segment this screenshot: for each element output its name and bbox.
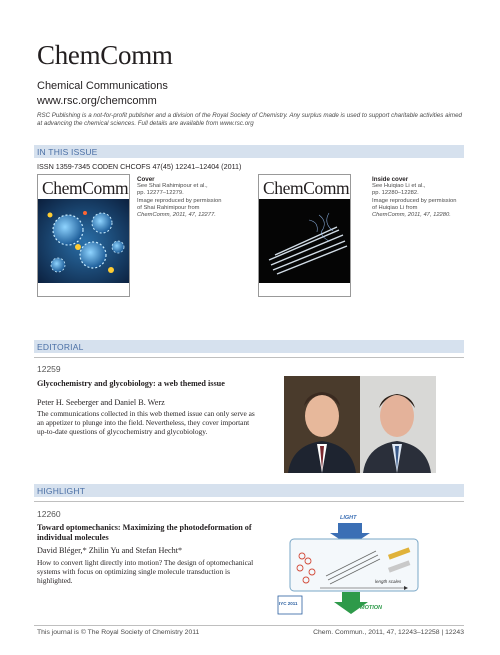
highlight-heading: HIGHLIGHT xyxy=(37,485,86,496)
editors-photo xyxy=(284,376,436,473)
inside-cover-masthead xyxy=(259,175,350,199)
highlight-authors: David Bléger,* Zhilin Yu and Stefan Hecht* xyxy=(37,546,183,555)
inside-cover-caption xyxy=(372,176,472,219)
cover-caption xyxy=(137,176,247,219)
in-this-issue-bar xyxy=(34,145,464,158)
inside-cover-caption-line: ChemComm, 2011, 47, 12280. xyxy=(372,212,451,219)
highlight-bar xyxy=(34,484,464,497)
inside-cover-image xyxy=(258,174,351,297)
editorial-abstract: The communications collected in this web themed issue can only serve as an appetizer to plunge into the field. Nevertheless, they cover important up-to-date questions of glycochemistry and glycobiology. xyxy=(37,409,255,437)
cover-caption-line: See Shai Rahimipour et al., xyxy=(137,183,208,190)
cover-masthead xyxy=(38,175,129,199)
cover-caption-line: of Shai Rahimipour from xyxy=(137,204,200,211)
highlight-title[interactable]: Toward optomechanics: Maximizing the photodeformation of individual molecules xyxy=(37,523,252,542)
cover-footer-strip xyxy=(38,283,129,296)
inside-cover-caption-line: pp. 12280–12282. xyxy=(372,190,419,197)
footer-citation: Chem. Commun., 2011, 47, 12243–12258 | 12243 xyxy=(313,629,464,636)
editorial-title[interactable]: Glycochemistry and glycobiology: a web themed issue xyxy=(37,379,225,388)
issue-info: ISSN 1359-7345 CODEN CHCOFS 47(45) 12241–12404 (2011) xyxy=(37,162,242,171)
optomechanics-diagram xyxy=(276,506,434,618)
cover-caption-line: Image reproduced by permission xyxy=(137,197,222,204)
footer-copyright: This journal is © The Royal Society of Chemistry 2011 xyxy=(37,629,200,636)
publisher-note: RSC Publishing is a not-for-profit publisher and a division of the Royal Society of Chemistry. Any surplus made is used to support charitable activities aimed at advancing the chemical sciences. Full details are available from www.rsc.org xyxy=(37,112,462,128)
inside-cover-caption-line: Image reproduced by permission xyxy=(372,197,457,204)
inside-cover-masthead-text: ChemComm xyxy=(263,178,350,198)
figure-light-label: LIGHT xyxy=(340,515,357,521)
inside-cover-footer-strip xyxy=(259,283,350,296)
journal-title: ChemComm xyxy=(37,40,173,70)
editorial-page-number: 12259 xyxy=(37,364,61,374)
inside-cover-caption-heading: Inside cover xyxy=(372,176,409,183)
inside-cover-caption-line: See Huiqiao Li et al., xyxy=(372,183,426,190)
figure-length-label: length scales xyxy=(375,579,402,584)
iyc-badge: IYC 2011 xyxy=(279,601,298,606)
highlight-rule xyxy=(34,501,464,502)
footer-rule xyxy=(34,625,464,626)
journal-subtitle: Chemical Communications xyxy=(37,80,168,92)
editorial-authors: Peter H. Seeberger and Daniel B. Werz xyxy=(37,398,165,407)
highlight-abstract: How to convert light directly into motion? The design of optomechanical systems with focus on optimizing single molecule transduction is highlighted. xyxy=(37,558,254,586)
editorial-rule xyxy=(34,357,464,358)
inside-cover-caption-line: of Huiqiao Li from xyxy=(372,204,418,211)
highlight-page-number: 12260 xyxy=(37,509,61,519)
cover-masthead-text: ChemComm xyxy=(42,178,129,198)
editorial-heading: EDITORIAL xyxy=(37,341,84,352)
cover-image xyxy=(37,174,130,297)
journal-url[interactable]: www.rsc.org/chemcomm xyxy=(37,95,157,107)
cover-caption-heading: Cover xyxy=(137,176,155,183)
editors-portrait xyxy=(284,376,436,473)
figure-motion-label: MOTION xyxy=(360,605,382,611)
editorial-bar xyxy=(34,340,464,353)
in-this-issue-heading: IN THIS ISSUE xyxy=(37,146,98,157)
cover-caption-line: pp. 12277–12279. xyxy=(137,190,184,197)
highlight-figure xyxy=(276,506,434,618)
cover-caption-line: ChemComm, 2011, 47, 12277. xyxy=(137,212,216,219)
